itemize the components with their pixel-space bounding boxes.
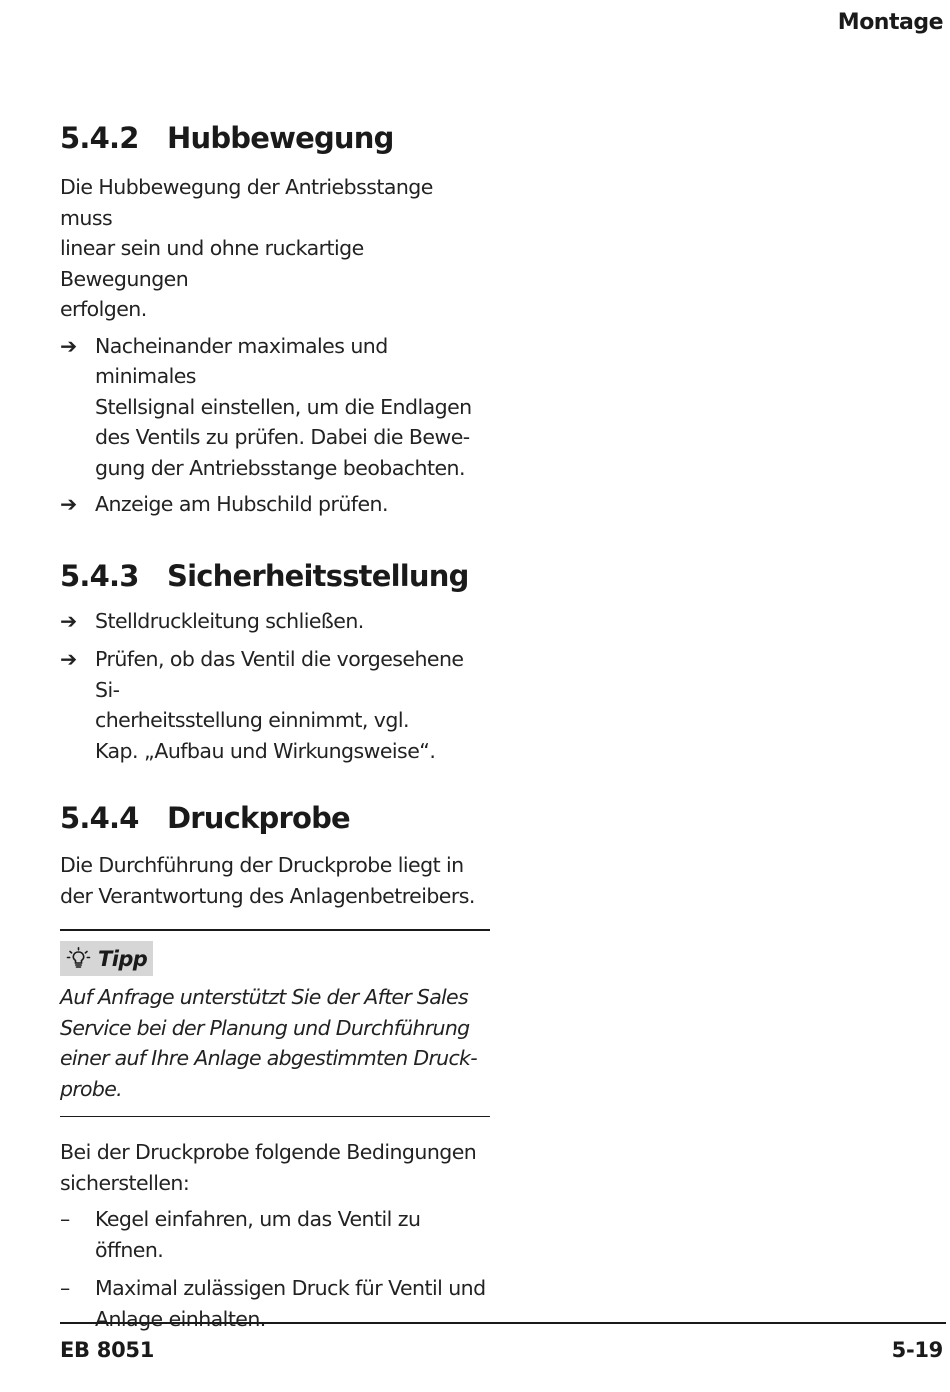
- intro-paragraph: [60, 850, 490, 911]
- section-number: 5.4.3: [60, 558, 139, 593]
- section-heading: [60, 798, 490, 838]
- dash-bullet: –: [60, 1207, 70, 1231]
- section-hubbewegung: [60, 118, 490, 520]
- text-line: Prüfen, ob das Ventil die vorgesehene Si-: [95, 647, 464, 702]
- step-text: [95, 644, 490, 766]
- section-title: Sicherheitsstellung: [167, 558, 469, 593]
- text-line: Anlage einhalten.: [95, 1306, 266, 1331]
- arrow-bullet-icon: ➔: [60, 333, 77, 358]
- section-druckprobe: [60, 798, 490, 1334]
- text-line: Die Durchführung der Druckprobe liegt in: [60, 853, 464, 877]
- step-text: Stelldruckleitung schließen.: [95, 608, 364, 633]
- text-line: gung der Antriebsstange beobachten.: [95, 455, 465, 480]
- section-title: Hubbewegung: [167, 121, 394, 155]
- section-sicherheitsstellung: [60, 556, 490, 767]
- text-line: des Ventils zu prüfen. Dabei die Bewe-: [95, 425, 470, 449]
- text-line: probe.: [60, 1076, 122, 1101]
- section-title: Druckprobe: [167, 801, 350, 835]
- condition-text: [95, 1273, 490, 1334]
- tip-box: [60, 929, 490, 1117]
- condition-item: [60, 1273, 490, 1334]
- text-line: Die Hubbewegung der Antriebsstange muss: [60, 175, 433, 230]
- dash-bullet: –: [60, 1276, 70, 1300]
- page-header-title: Montage: [837, 10, 943, 35]
- text-line: Nacheinander maximales und minimales: [95, 333, 388, 388]
- text-line: erfolgen.: [60, 297, 147, 321]
- text-line: Kap. „Aufbau und Wirkungsweise“.: [95, 738, 436, 763]
- footer-divider: [60, 1322, 946, 1324]
- tip-text: [60, 982, 490, 1104]
- instruction-step: [60, 331, 490, 484]
- text-line: Service bei der Planung und Durchführung: [60, 1015, 470, 1040]
- section-heading: [60, 118, 490, 158]
- arrow-bullet-icon: ➔: [60, 608, 77, 633]
- text-line: Bei der Druckprobe folgende Bedingungen: [60, 1140, 477, 1164]
- step-text: Anzeige am Hubschild prüfen.: [95, 492, 388, 516]
- condition-text: Kegel einfahren, um das Ventil zu öffnen.: [95, 1207, 421, 1262]
- text-line: der Verantwortung des Anlagenbetreibers.: [60, 883, 475, 908]
- text-line: einer auf Ihre Anlage abgestimmten Druck-: [60, 1046, 477, 1070]
- instruction-step: [60, 606, 490, 637]
- step-text: [95, 331, 490, 484]
- tip-label: [60, 941, 153, 976]
- text-line: sicherstellen:: [60, 1170, 190, 1195]
- intro-paragraph: [60, 172, 490, 325]
- footer-page-number: 5-19: [891, 1338, 943, 1362]
- tip-label-text: Tipp: [98, 946, 148, 971]
- section-number: 5.4.2: [60, 121, 139, 155]
- section-heading: [60, 556, 490, 596]
- conditions-intro: [60, 1137, 490, 1198]
- arrow-bullet-icon: ➔: [60, 647, 77, 671]
- lightbulb-icon: [66, 947, 92, 971]
- instruction-step: [60, 644, 490, 766]
- page-content: [60, 118, 490, 1334]
- text-line: Stellsignal einstellen, um die Endlagen: [95, 394, 472, 419]
- text-line: Maximal zulässigen Druck für Ventil und: [95, 1276, 486, 1300]
- arrow-bullet-icon: ➔: [60, 492, 77, 516]
- footer-document-id: EB 8051: [60, 1338, 155, 1362]
- text-line: linear sein und ohne ruckartige Bewegungen: [60, 236, 364, 291]
- condition-item: [60, 1204, 490, 1265]
- text-line: Auf Anfrage unterstützt Sie der After Sales: [60, 985, 468, 1009]
- instruction-step: [60, 489, 490, 520]
- text-line: cherheitsstellung einnimmt, vgl.: [95, 708, 409, 732]
- section-number: 5.4.4: [60, 801, 139, 835]
